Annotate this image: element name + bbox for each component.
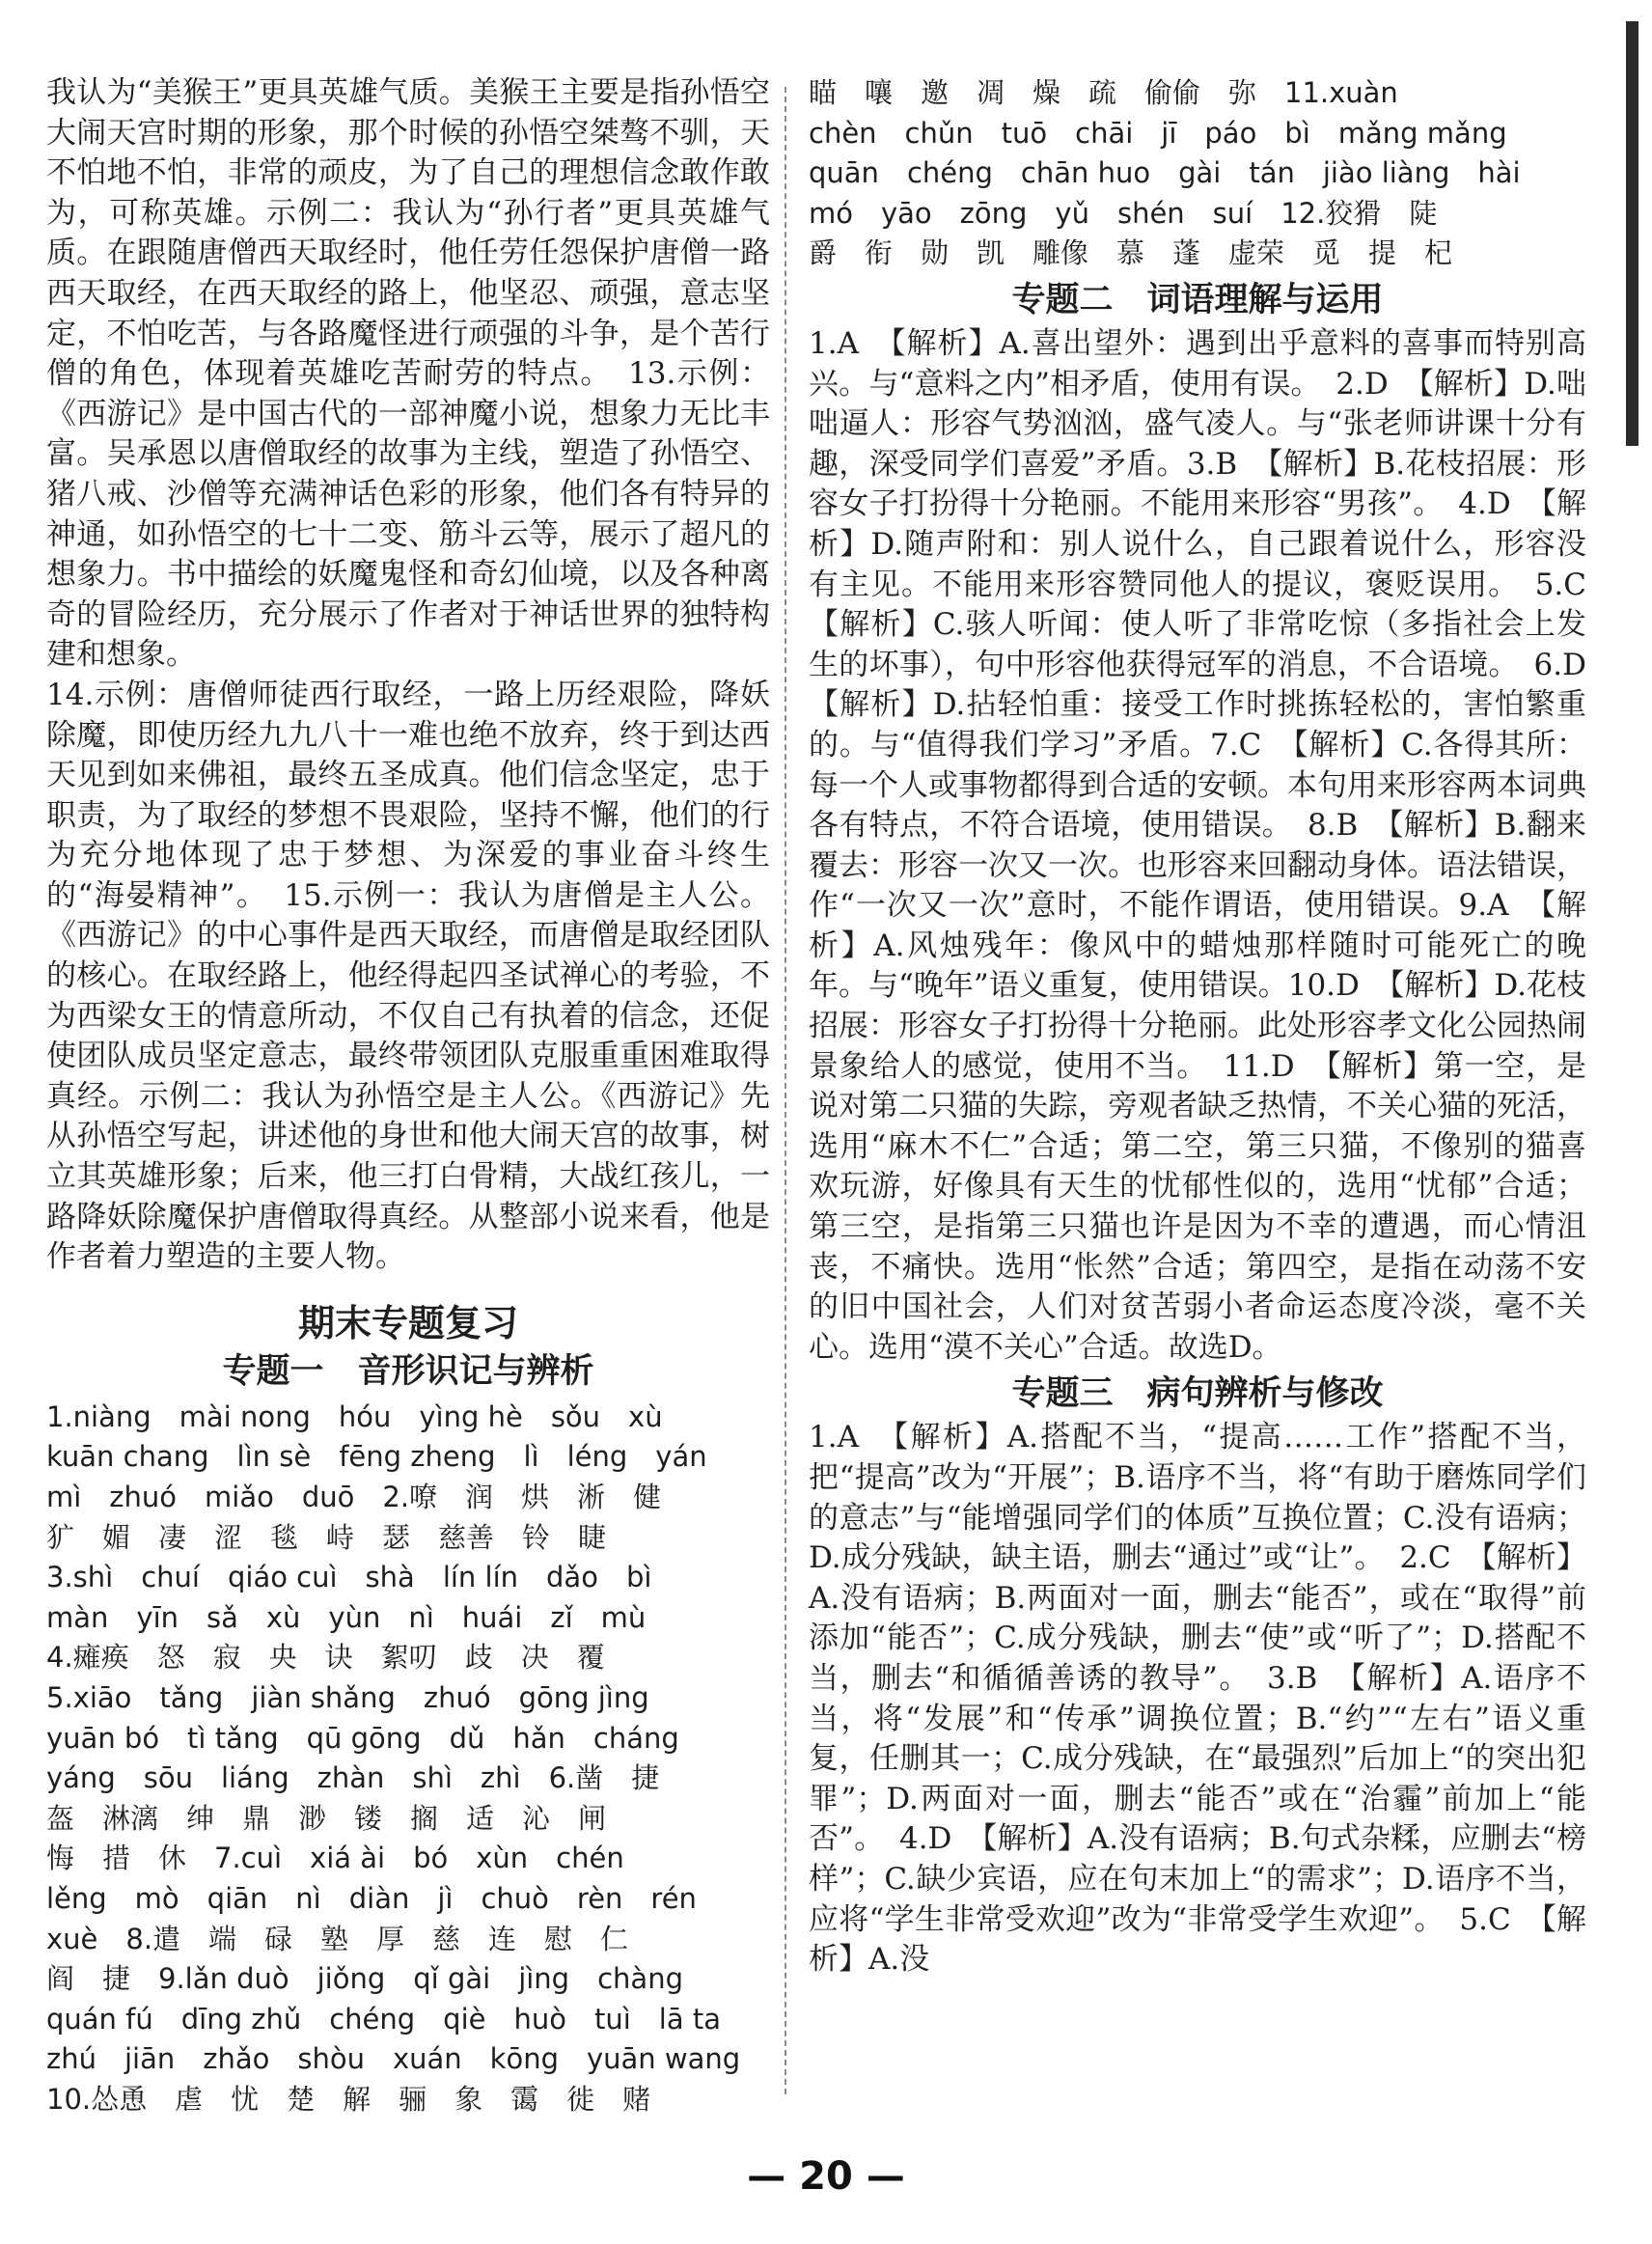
answer-line: 3.shì chuí qiáo cuì shà lín lín dǎo bì (46, 1561, 652, 1594)
page-number-value: 20 (799, 2154, 853, 2199)
topic2-answers: 1.A 【解析】A.喜出望外：遇到出乎意料的喜事而特别高兴。与“意料之内”相矛盾，使用有误。 2.D 【解析】D.咄咄逼人：形容气势汹汹，盛气凌人。与“张老师讲课十分有趣，深受同学们喜爱”矛盾。3.B 【解析】B.花枝招展：形容女子打扮得十分艳丽。不能用来形容“男孩”。 4.D 【解析】D.随声附和：别人说什么，自己跟着说什么，形容没有主见。不能用来形容赞同他人的提议，褒贬误用。 5.C【解析】C.骇人听闻：使人听了非常吃惊（多指社会上发生的坏事），句中形容他获得冠军的消息，不合语境。 6.D 【解析】D.拈轻怕重：接受工作时挑拣轻松的，害怕繁重的。与“值得我们学习”矛盾。7.C 【解析】C.各得其所：每一个人或事物都得到合适的安顿。本句用来形容两本词典各有特点，不符合语境，使用错误。 8.B 【解析】B.翻来覆去：形容一次又一次。也形容来回翻动身体。语法错误，作“一次又一次”意时，不能作谓语，使用错误。9.A 【解析】A.风烛残年：像风中的蜡烛那样随时可能死亡的晚年。与“晚年”语义重复，使用错误。10.D 【解析】D.花枝招展：形容女子打扮得十分艳丽。此处形容孝文化公园热闹景象给人的感觉，使用不当。 11.D 【解析】第一空，是说对第二只猫的失踪，旁观者缺乏热情，不关心猫的死活，选用“麻木不仁”合适；第二空，第三只猫，不像别的猫喜欢玩游，好像具有天生的忧郁性似的，选用“忧郁”合适；第三空，是指第三只猫也许是因为不幸的遭遇，而心情沮丧，不痛快。选用“怅然”合适；第四空，是指在动荡不安的旧中国社会，人们对贫苦弱小者命运态度冷淡，毫不关心。选用“漠不关心”合适。故选D。 (809, 325, 1616, 1365)
answer-line: 悔 措 休 7.cuì xiá ài bó xùn chén (46, 1842, 624, 1875)
answer-line: mó yāo zōng yǔ shén suí 12.狡猾 陡 (809, 196, 1438, 230)
page-edge-bar (1626, 21, 1638, 446)
answer-line: màn yīn sǎ xù yùn nì huái zǐ mù (46, 1600, 647, 1634)
answer-line: xuè 8.遣 端 碌 塾 厚 慈 连 慰 仁 (46, 1922, 629, 1955)
page-number: — 20 — (747, 2154, 905, 2199)
left-column (46, 73, 770, 2120)
answer-line: 1.niàng mài nong hóu yìng hè sǒu xù (46, 1399, 663, 1433)
answer-line: yáng sōu liáng zhàn shì zhì 6.凿 捷 (46, 1761, 660, 1795)
topic1-answers-continued (809, 73, 1586, 274)
answer-14-15-paragraph: 14.示例：唐僧师徒西行取经，一路上历经艰险，降妖除魔，即使历经九九八十一难也绝不放弃，终于到达西天见到如来佛祖，最终五圣成真。他们信念坚定，忠于职责，为了取经的梦想不畏艰险，坚持不懈，他们的行为充分地体现了忠于梦想、为深爱的事业奋斗终生的“海晏精神”。 15.示例一：我认为唐僧是主人公。《西游记》的中心事件是西天取经，而唐僧是取经团队的核心。在取经路上，他经得起四圣试禅心的考验，不为西梁女王的情意所动，不仅自己有执着的信念，还促使团队成员坚定意志，最终带领团队克服重重困难取得真经。示例二：我认为孙悟空是主人公。《西游记》先从孙悟空写起，讲述他的身世和他大闹天宫的故事，树立其英雄形象；后来，他三打白骨精，大战红孩儿，一路降妖除魔保护唐僧取得真经。从整部小说来看，他是作者着力塑造的主要人物。 (46, 677, 770, 1275)
answer-line: 犷 媚 凄 涩 毯 峙 瑟 慈善 铃 睫 (46, 1520, 607, 1554)
topic2-title: 专题二 词语理解与运用 (1011, 280, 1384, 319)
topic3-answers: 1.A 【解析】A.搭配不当，“提高……工作”搭配不当，把“提高”改为“开展”；B.语序不当，将“有助于磨炼同学们的意志”与“能增强同学们的体质”互换位置；C.没有语病；D.成分残缺，缺主语，删去“通过”或“让”。 2.C 【解析】A.没有语病；B.两面对一面，删去“能否”，或在“取得”前添加“能否”；C.成分残缺，删去“使”或“听了”；D.搭配不当，删去“和循循善诱的教导”。 3.B 【解析】A.语序不当，将“发展”和“传承”调换位置；B.“约”“左右”语义重复，任删其一；C.成分残缺，在“最强烈”后加上“的突出犯罪”；D.两面对一面，删去“能否”或在“治霾”前加上“能否”。 4.D 【解析】A.没有语病；B.句式杂糅，应删去“榜样”；C.缺少宾语，应在句末加上“的需求”；D.语序不当，应将“学生非常受欢迎”改为“非常受学生欢迎”。 5.C 【解析】A.没 (809, 1420, 1586, 1978)
answer-line: quān chéng chān huo gài tán jiào liàng hài (809, 156, 1521, 190)
answer-line: 5.xiāo tǎng jiàn shǎng zhuó gōng jìng (46, 1680, 649, 1714)
answer-12-13-paragraph: 我认为“美猴王”更具英雄气质。美猴王主要是指孙悟空大闹天宫时期的形象，那个时候的孙悟空桀骜不驯，天不怕地不怕，非常的顽皮，为了自己的理想信念敢作敢为，可称英雄。示例二：我认为“孙行者”更具英雄气质。在跟随唐僧西天取经时，他任劳任怨保护唐僧一路西天取经，在西天取经的路上，他坚忍、顽强，意志坚定，不怕吃苦，与各路魔怪进行顽强的斗争，是个苦行僧的角色，体现着英雄吃苦耐劳的特点。 13.示例：《西游记》是中国古代的一部神魔小说，想象力无比丰富。吴承恩以唐僧取经的故事为主线，塑造了孙悟空、猪八戒、沙僧等充满神话色彩的形象，他们各有特异的神通，如孙悟空的七十二变、筋斗云等，展示了超凡的想象力。书中描绘的妖魔鬼怪和奇幻仙境，以及各种离奇的冒险经历，充分展示了作者对于神话世界的独特构建和想象。 (46, 75, 770, 673)
answer-line: lěng mò qiān nì diàn jì chuò rèn rén (46, 1881, 697, 1915)
topic1-title: 专题一 音形识记与辨析 (222, 1351, 594, 1391)
answer-line: mì zhuó miǎo duō 2.嘹 润 烘 淅 健 (46, 1481, 662, 1513)
answer-line: zhú jiān zhǎo shòu xuán kōng yuān wang (46, 2042, 741, 2076)
answer-line: quán fú dīng zhǔ chéng qiè huò tuì lā ta (46, 2002, 721, 2036)
topic1-answers (46, 1398, 770, 2120)
topic3-title: 专题三 病句辨析与修改 (1011, 1374, 1384, 1414)
answer-line: 爵 衔 勋 凯 雕像 慕 蓬 虚荣 觅 提 杞 (809, 236, 1453, 270)
answer-line: yuān bó tì tǎng qū gōng dǔ hǎn cháng (46, 1721, 679, 1755)
answer-line: 阎 捷 9.lǎn duò jiǒng qǐ gài jìng chàng (46, 1962, 683, 1996)
section-title: 期末专题复习 (297, 1301, 518, 1344)
answer-line: kuān chang lìn sè fēng zheng lì léng yán (46, 1440, 707, 1474)
answer-line: 10.怂恿 虐 忧 楚 解 骊 象 霭 徙 赌 (46, 2082, 651, 2116)
right-column (809, 73, 1616, 1981)
answer-line: chèn chǔn tuō chāi jī páo bì mǎng mǎng (809, 116, 1507, 150)
answer-line: 盔 淋漓 绅 鼎 渺 镂 搁 适 沁 闸 (46, 1801, 607, 1835)
answer-line: 4.瘫痪 怒 寂 央 诀 絮叨 歧 决 覆 (46, 1641, 605, 1675)
column-divider (785, 87, 786, 2094)
answer-line: 瞄 嚷 邀 凋 燥 疏 偷偷 弥 11.xuàn (809, 76, 1398, 109)
